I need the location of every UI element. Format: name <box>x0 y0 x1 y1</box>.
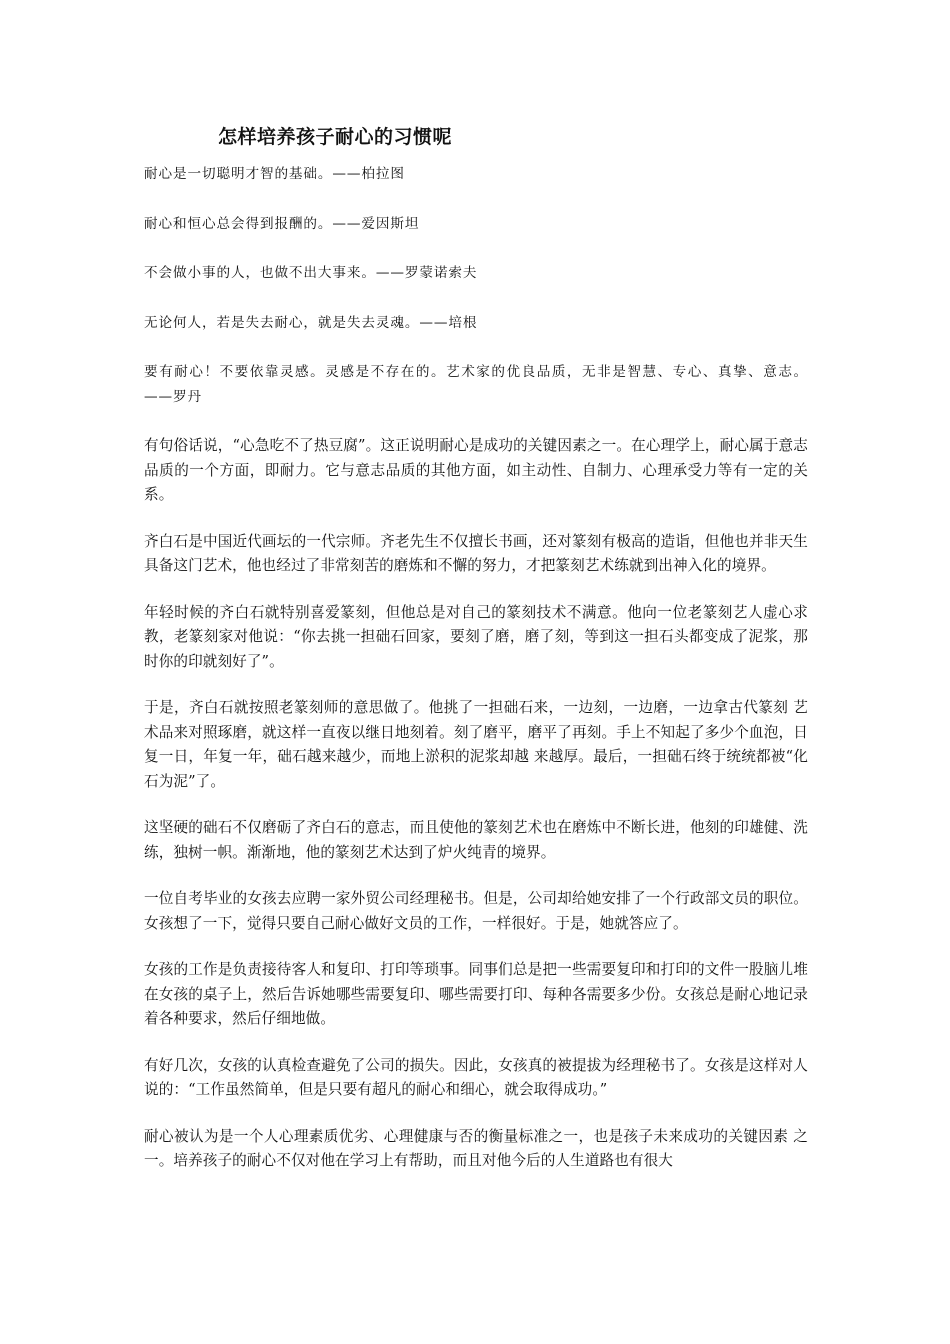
document-title: 怎样培养孩子耐心的习惯呢 <box>218 126 453 148</box>
quote-einstein: 耐心和恒心总会得到报酬的。——爱因斯坦 <box>144 215 420 232</box>
paragraph-qi-baishi-practice: 于是，齐白石就按照老篆刻师的意思做了。他挑了一担础石来，一边刻，一边磨，一边拿古代篆刻 艺术品来对照琢磨，就这样一直夜以继日地刻着。刻了磨平，磨平了再刻。手上不知起了多少个血泡，日复一日，年复一年，础石越来越少，而地上淤积的泥浆却越 来越厚。最后，一担础石终于统统都被“化石为泥”了。 <box>144 699 808 790</box>
paragraph-conclusion: 耐心被认为是一个人心理素质优劣、心理健康与否的衡量标准之一，也是孩子未来成功的关键因素 之一。培养孩子的耐心不仅对他在学习上有帮助，而且对他今后的人生道路也有很大 <box>144 1127 808 1169</box>
paragraph-girl-promotion: 有好几次，女孩的认真检查避免了公司的损失。因此，女孩真的被提拔为经理秘书了。女孩是这样对人说的：“工作虽然简单，但是只要有超凡的耐心和细心，就会取得成功。” <box>144 1056 808 1098</box>
quote-rodin: 要有耐心！不要依靠灵感。灵感是不存在的。艺术家的优良品质，无非是智慧、专心、真挚、意志。——罗丹 <box>144 364 808 405</box>
paragraph-qi-baishi-result: 这坚硬的础石不仅磨砺了齐白石的意志，而且使他的篆刻艺术也在磨炼中不断长进，他刻的印雄健、洗练，独树一帜。渐渐地，他的篆刻艺术达到了炉火纯青的境界。 <box>144 819 808 861</box>
paragraph-girl-job: 一位自考毕业的女孩去应聘一家外贸公司经理秘书。但是，公司却给她安排了一个行政部文员的职位。女孩想了一下，觉得只要自己耐心做好文员的工作，一样很好。于是，她就答应了。 <box>144 890 808 932</box>
paragraph-qi-baishi-intro: 齐白石是中国近代画坛的一代宗师。齐老先生不仅擅长书画，还对篆刻有极高的造诣，但他也并非天生具备这门艺术，他也经过了非常刻苦的磨炼和不懈的努力，才把篆刻艺术练就到出神入化的境界。 <box>144 532 808 574</box>
quote-bacon: 无论何人，若是失去耐心，就是失去灵魂。——培根 <box>144 314 478 331</box>
quote-plato: 耐心是一切聪明才智的基础。——柏拉图 <box>144 166 405 182</box>
quote-lomonosov: 不会做小事的人，也做不出大事来。——罗蒙诺索夫 <box>144 265 478 281</box>
paragraph-proverb: 有句俗话说，“心急吃不了热豆腐”。这正说明耐心是成功的关键因素之一。在心理学上，耐心属于意志品质的一个方面，即耐力。它与意志品质的其他方面，如主动性、自制力、心理承受力等有一定的关系。 <box>144 437 808 503</box>
paragraph-girl-work: 女孩的工作是负责接待客人和复印、打印等琐事。同事们总是把一些需要复印和打印的文件一股脑儿堆在女孩的桌子上，然后告诉她哪些需要复印、哪些需要打印、每种各需要多少份。女孩总是耐心地记录着各种要求，然后仔细地做。 <box>144 961 808 1027</box>
document-body <box>144 162 808 1196</box>
paragraph-qi-baishi-teacher: 年轻时候的齐白石就特别喜爱篆刻，但他总是对自己的篆刻技术不满意。他向一位老篆刻艺人虚心求教，老篆刻家对他说：“你去挑一担础石回家，要刻了磨，磨了刻，等到这一担石头都变成了泥浆，那时你的印就刻好了”。 <box>144 603 808 670</box>
